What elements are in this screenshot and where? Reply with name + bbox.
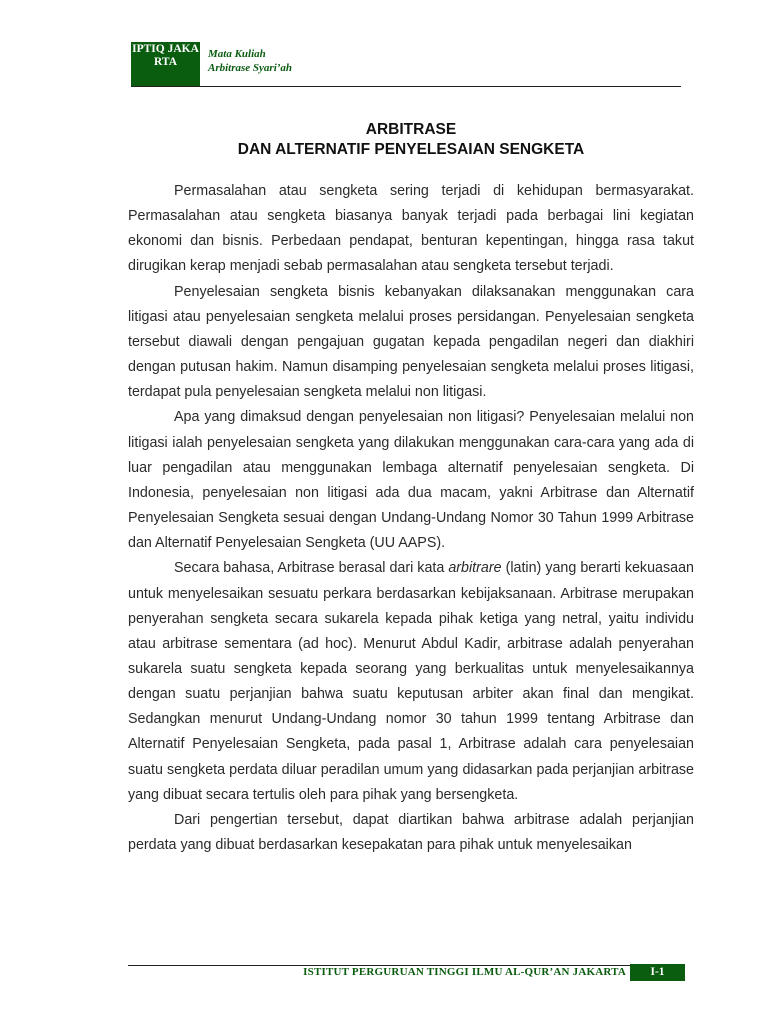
paragraph-4: [128, 556, 694, 808]
paragraph-4-before: Secara bahasa, Arbitrase berasal dari kata: [174, 560, 449, 577]
header-rule: [131, 86, 681, 87]
paragraph-4-after: (latin) yang berarti kekuasaan untuk menyelesaikan sesuatu perkara berdasarkan kebijaksanaan. Arbitrase merupakan penyerahan sengketa secara sukarela kepada pihak ketiga yang netral, yaitu individu atau arbitrase sementara (ad hoc). Menurut Abdul Kadir, arbitrase adalah penyerahan sukarela suatu sengketa kepada seorang yang berkualitas untuk menyelesaikannya dengan suatu perjanjian bahwa suatu keputusan arbiter akan final dan mengikat. Sedangkan menurut Undang-Undang nomor 30 tahun 1999 tentang Arbitrase dan Alternatif Penyelesaian Sengketa, pada pasal 1, Arbitrase adalah cara penyelesaian suatu sengketa perdata diluar peradilan umum yang didasarkan pada perjanjian arbitrase yang dibuat secara tertulis oleh para pihak yang bersengketa.: [128, 560, 694, 803]
title-line-1: ARBITRASE: [365, 121, 457, 138]
paragraph-2: Penyelesaian sengketa bisnis kebanyakan dilaksanakan menggunakan cara litigasi atau penyelesaian sengketa melalui proses persidangan. Penyelesaian sengketa tersebut diawali dengan pengajuan gugatan kepada pengadilan negeri dan diakhiri dengan putusan hakim. Namun disamping penyelesaian sengketa melalui proses litigasi, terdapat pula penyelesaian sengketa melalui non litigasi.: [128, 283, 694, 401]
institution-badge: IPTIQ JAKARTA: [131, 42, 200, 86]
body-text: [128, 179, 694, 858]
footer-institution: ISTITUT PERGURUAN TINGGI ILMU AL-QUR’AN JAKARTA: [303, 966, 626, 978]
paragraph-3: Apa yang dimaksud dengan penyelesaian non litigasi? Penyelesaian melalui non litigasi ialah penyelesaian sengketa yang dilakukan menggunakan cara-cara yang ada di luar pengadilan atau menggunakan lembaga alternatif penyelesaian sengketa. Di Indonesia, penyelesaian non litigasi ada dua macam, yakni Arbitrase dan Alternatif Penyelesaian Sengketa sesuai dengan Undang-Undang Nomor 30 Tahun 1999 Arbitrase dan Alternatif Penyelesaian Sengketa (UU AAPS).: [128, 409, 694, 552]
course-label-line2: Arbitrase Syari’ah: [208, 62, 293, 74]
course-label-line1: Mata Kuliah: [208, 48, 266, 60]
title-line-2: DAN ALTERNATIF PENYELESAIAN SENGKETA: [237, 141, 585, 158]
paragraph-5: Dari pengertian tersebut, dapat diartikan bahwa arbitrase adalah perjanjian perdata yang dibuat berdasarkan kesepakatan para pihak untuk menyelesaikan: [128, 811, 694, 854]
page-number: I-1: [630, 964, 685, 981]
paragraph-1: Permasalahan atau sengketa sering terjadi di kehidupan bermasyarakat. Permasalahan atau sengketa biasanya banyak terjadi pada berbagai lini kegiatan ekonomi dan bisnis. Perbedaan pendapat, benturan kepentingan, hingga rasa takut dirugikan kerap menjadi sebab permasalahan atau sengketa tersebut terjadi.: [128, 183, 694, 275]
course-label: [208, 47, 292, 75]
paragraph-4-italic-term: arbitrare: [448, 560, 502, 577]
